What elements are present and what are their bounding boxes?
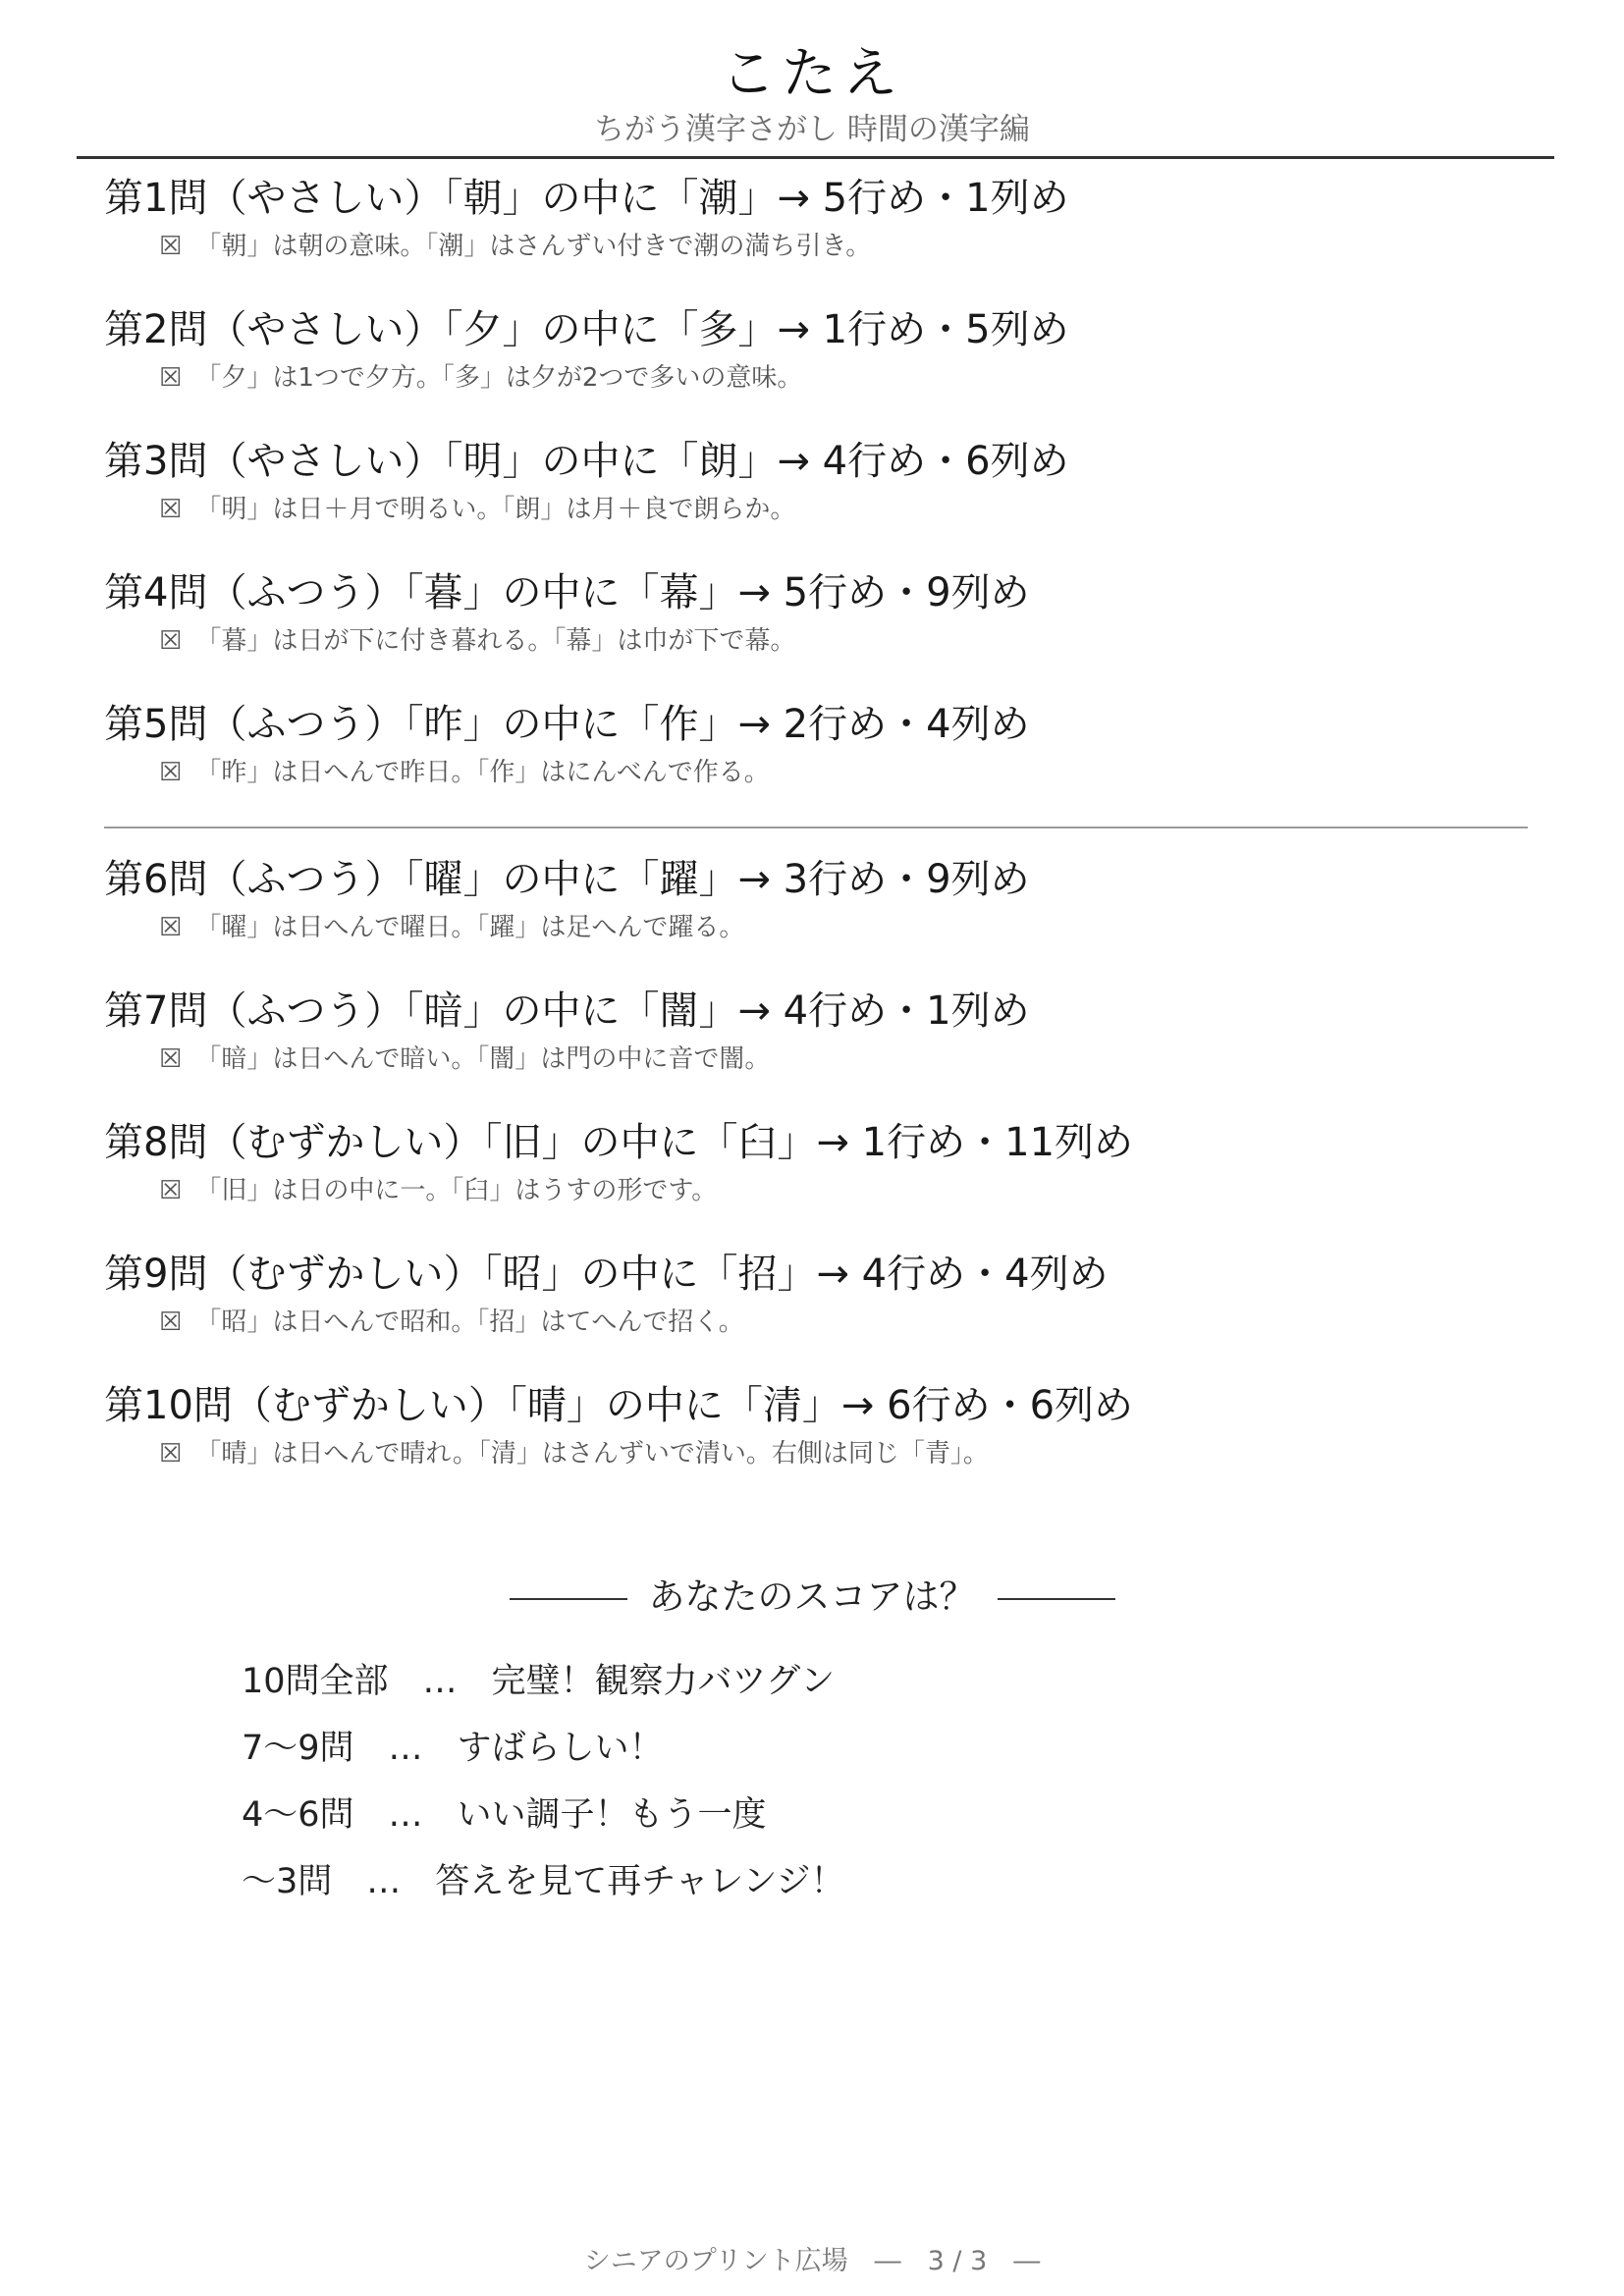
- checkbox-mark-icon: ☒: [159, 495, 183, 524]
- answer-note-text: 「昨」は日へんで昨日。「作」はにんべんで作る。: [195, 758, 770, 787]
- score-row: 10問全部 … 完璧！観察力バツグン: [242, 1662, 836, 1701]
- answer-note: [104, 1435, 1557, 1472]
- answer-note: [104, 1041, 1557, 1078]
- score-list: [242, 1657, 844, 1924]
- answer-note: [104, 622, 1557, 660]
- checkbox-mark-icon: ☒: [159, 363, 183, 393]
- answer-note-text: 「昭」は日へんで昭和。「招」はてへんで招く。: [195, 1308, 744, 1337]
- answer-note-text: 「旧」は日の中に一。「臼」はうすの形です。: [195, 1176, 718, 1205]
- answer-line: 第3問（やさしい）「明」の中に「朗」→ 4行め・6列め: [104, 439, 1069, 484]
- checkbox-mark-icon: ☒: [159, 1439, 183, 1468]
- answer-note: [104, 909, 1557, 946]
- answer-note: [104, 228, 1557, 265]
- answer-note: [104, 1172, 1557, 1209]
- checkbox-mark-icon: ☒: [159, 758, 183, 787]
- answer-line: 第4問（ふつう）「暮」の中に「幕」→ 5行め・9列め: [104, 570, 1030, 615]
- answer-item: [104, 169, 1557, 265]
- answer-item: [104, 563, 1557, 660]
- answer-note-text: 「朝」は朝の意味。「潮」はさんずい付きで潮の満ち引き。: [195, 232, 872, 261]
- answer-item: [104, 1245, 1557, 1341]
- answer-note: [104, 491, 1557, 528]
- checkbox-mark-icon: ☒: [159, 232, 183, 261]
- checkbox-mark-icon: ☒: [159, 1044, 183, 1074]
- answer-item: [104, 432, 1557, 528]
- answer-list: [104, 169, 1557, 1508]
- score-heading: [0, 1573, 1624, 1622]
- answer-note-text: 「夕」は1つで夕方。「多」は夕が2つで多いの意味。: [195, 363, 803, 393]
- score-row: 4〜6問 … いい調子！もう一度: [242, 1795, 767, 1835]
- header-divider: [77, 156, 1554, 159]
- answer-note: [104, 359, 1557, 397]
- answer-line: 第7問（ふつう）「暗」の中に「闇」→ 4行め・1列め: [104, 988, 1030, 1034]
- answer-note-text: 「明」は日＋月で明るい。「朗」は月＋良で朗らか。: [195, 495, 796, 524]
- answer-line: 第5問（ふつう）「昨」の中に「作」→ 2行め・4列め: [104, 702, 1030, 747]
- page-header: [0, 39, 1624, 149]
- answer-line: 第8問（むずかしい）「旧」の中に「臼」→ 1行め・11列め: [104, 1120, 1134, 1165]
- answer-item: [104, 695, 1557, 791]
- answer-item: [104, 1113, 1557, 1209]
- answer-item: [104, 300, 1557, 397]
- score-row: 〜3問 … 答えを見て再チャレンジ！: [242, 1862, 845, 1901]
- score-row: 7〜9問 … すばらしい！: [242, 1729, 664, 1768]
- checkbox-mark-icon: ☒: [159, 913, 183, 942]
- answer-note: [104, 1304, 1557, 1341]
- answer-line: 第10問（むずかしい）「晴」の中に「清」→ 6行め・6列め: [104, 1383, 1134, 1428]
- answer-line: 第1問（やさしい）「朝」の中に「潮」→ 5行め・1列め: [104, 176, 1069, 221]
- answer-note: [104, 754, 1557, 791]
- answer-note-text: 「曜」は日へんで曜日。「躍」は足へんで躍る。: [195, 913, 745, 942]
- answer-note-text: 「暮」は日が下に付き暮れる。「幕」は巾が下で幕。: [195, 626, 796, 656]
- page-subtitle: ちがう漢字さがし 時間の漢字編: [594, 112, 1030, 147]
- answer-line: 第6問（ふつう）「曜」の中に「躍」→ 3行め・9列め: [104, 857, 1030, 902]
- score-heading-text: あなたのスコアは？: [648, 1575, 976, 1618]
- score-heading-rule-right: [998, 1598, 1115, 1600]
- checkbox-mark-icon: ☒: [159, 626, 183, 656]
- answer-item: [104, 850, 1557, 946]
- page-footer: シニアのプリント広場 ― 3 / 3 ―: [583, 2246, 1041, 2276]
- answer-item: [104, 1376, 1557, 1472]
- answer-note-text: 「暗」は日へんで暗い。「闇」は門の中に音で闇。: [195, 1044, 771, 1074]
- answer-line: 第2問（やさしい）「夕」の中に「多」→ 1行め・5列め: [104, 307, 1069, 352]
- checkbox-mark-icon: ☒: [159, 1176, 183, 1205]
- page-title: こたえ: [721, 42, 903, 106]
- section-divider: [104, 827, 1528, 828]
- checkbox-mark-icon: ☒: [159, 1308, 183, 1337]
- score-heading-rule-left: [510, 1598, 627, 1600]
- answer-line: 第9問（むずかしい）「昭」の中に「招」→ 4行め・4列め: [104, 1252, 1109, 1297]
- answer-item: [104, 982, 1557, 1078]
- answer-note-text: 「晴」は日へんで晴れ。「清」はさんずいで清い。右側は同じ「青」。: [195, 1439, 989, 1468]
